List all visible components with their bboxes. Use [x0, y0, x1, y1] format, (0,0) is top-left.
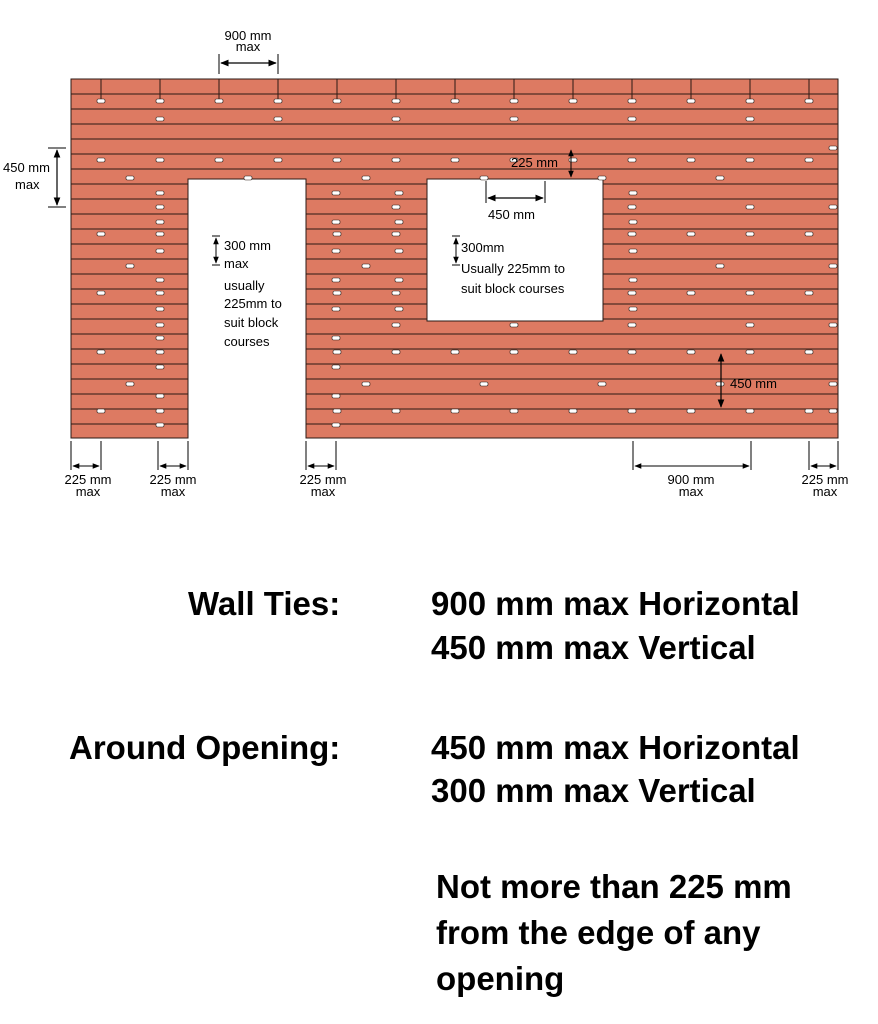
left-vertical-note: max — [15, 177, 40, 192]
wall-tie — [598, 382, 606, 386]
wall-tie — [746, 350, 754, 354]
wall-tie — [829, 409, 837, 413]
wall-tie — [392, 158, 400, 162]
wall-tie — [628, 205, 636, 209]
wall-tie — [805, 232, 813, 236]
around-opening-label: Around Opening: — [69, 729, 341, 766]
wall-tie — [395, 220, 403, 224]
wall-tie — [628, 291, 636, 295]
bottom-dimension-5 — [802, 441, 849, 499]
wall-tie — [829, 146, 837, 150]
top-spacing-label: 900 mm — [224, 28, 272, 43]
wall-tie — [510, 350, 518, 354]
door-vertical-line1: 300 mm — [224, 238, 271, 253]
wall-tie — [746, 232, 754, 236]
wall-tie — [156, 205, 164, 209]
wall-tie — [156, 423, 164, 427]
wall-tie — [156, 117, 164, 121]
wall-ties-horizontal: 900 mm max Horizontal — [431, 585, 800, 622]
wall-tie — [569, 158, 577, 162]
wall-tie — [569, 409, 577, 413]
wall-tie — [829, 264, 837, 268]
wall-tie — [332, 191, 340, 195]
wall-tie — [156, 291, 164, 295]
window-vertical-line1: 300mm — [461, 240, 505, 255]
wall-tie — [392, 409, 400, 413]
wall-tie — [97, 158, 105, 162]
bottom-dimension-1 — [65, 441, 112, 499]
wall-tie — [569, 99, 577, 103]
wall-tie — [510, 323, 518, 327]
wall-tie — [746, 409, 754, 413]
wall-tie — [333, 158, 341, 162]
wall-tie — [480, 382, 488, 386]
wall-tie — [156, 278, 164, 282]
edge-rule-line1: Not more than 225 mm — [436, 868, 792, 905]
wall-tie — [805, 409, 813, 413]
wall-tie — [395, 307, 403, 311]
wall-tie — [480, 176, 488, 180]
door-vertical-line4: 225mm to — [224, 296, 282, 311]
wall-tie — [392, 350, 400, 354]
wall-tie — [333, 291, 341, 295]
wall-tie — [362, 176, 370, 180]
wall-tie — [97, 409, 105, 413]
wall-tie — [333, 232, 341, 236]
wall-tie — [395, 191, 403, 195]
wall-tie — [687, 99, 695, 103]
wall-tie — [156, 307, 164, 311]
window-horizontal-label: 450 mm — [488, 207, 535, 222]
wall-tie — [392, 205, 400, 209]
wall-tie — [829, 382, 837, 386]
wall-tie — [97, 350, 105, 354]
wall-tie — [156, 232, 164, 236]
wall-tie — [215, 158, 223, 162]
svg-text:900 mm: 900 mm — [667, 472, 715, 487]
wall-tie — [332, 278, 340, 282]
wall-tie — [392, 323, 400, 327]
wall-tie — [332, 307, 340, 311]
wall-tie — [392, 291, 400, 295]
wall-tie — [628, 323, 636, 327]
svg-text:max: max — [310, 484, 336, 499]
left-vertical-label: 450 mm — [3, 160, 50, 175]
door-vertical-line2: max — [224, 256, 249, 271]
wall-tie — [126, 264, 134, 268]
wall-tie — [156, 323, 164, 327]
wall-tie — [746, 158, 754, 162]
wall-tie — [629, 249, 637, 253]
wall-tie — [746, 117, 754, 121]
wall-tie — [510, 117, 518, 121]
door-vertical-line3: usually — [224, 278, 265, 293]
wall-tie — [97, 291, 105, 295]
svg-text:225 mm: 225 mm — [801, 472, 849, 487]
svg-text:max: max — [812, 484, 838, 499]
wall-tie — [362, 382, 370, 386]
wall-tie — [156, 220, 164, 224]
svg-text:max: max — [160, 484, 186, 499]
wall-tie — [362, 264, 370, 268]
wall-tie — [451, 409, 459, 413]
door-vertical-line6: courses — [224, 334, 270, 349]
wall-tie — [629, 307, 637, 311]
wall-tie — [333, 409, 341, 413]
wall-tie — [629, 191, 637, 195]
wall-tie — [156, 409, 164, 413]
wall-tie — [97, 232, 105, 236]
window-top-label: 225 mm — [511, 155, 558, 170]
wall-tie — [274, 99, 282, 103]
wall-ties-vertical: 450 mm max Vertical — [431, 629, 756, 666]
wall-tie — [97, 99, 105, 103]
wall-tie — [333, 99, 341, 103]
svg-text:225 mm: 225 mm — [299, 472, 347, 487]
wall-tie — [244, 176, 252, 180]
svg-text:max: max — [678, 484, 704, 499]
wall-tie — [628, 350, 636, 354]
svg-text:max: max — [75, 484, 101, 499]
wall-tie — [687, 350, 695, 354]
wall-tie — [332, 365, 340, 369]
wall-tie — [829, 323, 837, 327]
wall-tie — [392, 117, 400, 121]
wall-tie — [628, 158, 636, 162]
wall-tie — [716, 176, 724, 180]
wall-tie — [510, 99, 518, 103]
wall-tie — [829, 205, 837, 209]
edge-rule-line2: from the edge of any — [436, 914, 761, 951]
wall-tie — [629, 220, 637, 224]
wall-tie — [332, 394, 340, 398]
wall-tie — [746, 323, 754, 327]
wall-tie — [156, 394, 164, 398]
wall-tie — [451, 350, 459, 354]
around-opening-horizontal: 450 mm max Horizontal — [431, 729, 800, 766]
wall-tie — [274, 158, 282, 162]
wall-tie — [333, 350, 341, 354]
wall-tie — [392, 232, 400, 236]
wall-tie — [569, 350, 577, 354]
wall-tie — [805, 158, 813, 162]
wall-tie — [805, 99, 813, 103]
wall-tie — [687, 158, 695, 162]
wall-tie — [274, 117, 282, 121]
wall-tie — [716, 382, 724, 386]
svg-text:225 mm: 225 mm — [64, 472, 112, 487]
bottom-dimension-2 — [150, 441, 197, 499]
wall-tie — [332, 423, 340, 427]
wall-tie — [126, 176, 134, 180]
top-spacing-note: max — [235, 39, 261, 54]
wall-tie — [156, 350, 164, 354]
wall-tie — [451, 158, 459, 162]
wall-tie — [805, 350, 813, 354]
bottom-dimension-4 — [633, 441, 751, 499]
wall-tie — [687, 291, 695, 295]
wall-tie — [156, 249, 164, 253]
wall-tie — [215, 99, 223, 103]
wall-tie — [628, 117, 636, 121]
wall-tie — [746, 205, 754, 209]
wall-tie — [126, 382, 134, 386]
wall-tie — [156, 191, 164, 195]
wall-tie — [332, 336, 340, 340]
wall-tie — [332, 220, 340, 224]
wall-tie — [629, 278, 637, 282]
edge-rule-line3: opening — [436, 960, 565, 997]
wall-tie — [332, 249, 340, 253]
wall-tie — [510, 409, 518, 413]
wall-tie — [628, 232, 636, 236]
svg-text:225 mm: 225 mm — [149, 472, 197, 487]
wall-tie — [156, 336, 164, 340]
window-vertical-line3: suit block courses — [461, 281, 565, 296]
wall-tie — [392, 99, 400, 103]
bottom-dimension-3 — [300, 441, 347, 499]
wall-tie — [805, 291, 813, 295]
wall-tie — [156, 158, 164, 162]
wall-tie — [156, 365, 164, 369]
wall-tie — [746, 291, 754, 295]
wall-ties-label: Wall Ties: — [188, 585, 341, 622]
wall-tie — [687, 232, 695, 236]
wall-tie — [716, 264, 724, 268]
wall-tie — [746, 99, 754, 103]
window-vertical-line2: Usually 225mm to — [461, 261, 566, 276]
wall-tie — [628, 99, 636, 103]
wall-tie — [687, 409, 695, 413]
wall-tie — [451, 99, 459, 103]
wall-tie — [156, 99, 164, 103]
around-opening-vertical: 300 mm max Vertical — [431, 772, 756, 809]
wall-tie — [598, 176, 606, 180]
wall-tie — [628, 409, 636, 413]
wall-tie — [395, 278, 403, 282]
door-vertical-line5: suit block — [224, 315, 279, 330]
wall-tie — [395, 249, 403, 253]
right-vertical-label: 450 mm — [730, 376, 777, 391]
